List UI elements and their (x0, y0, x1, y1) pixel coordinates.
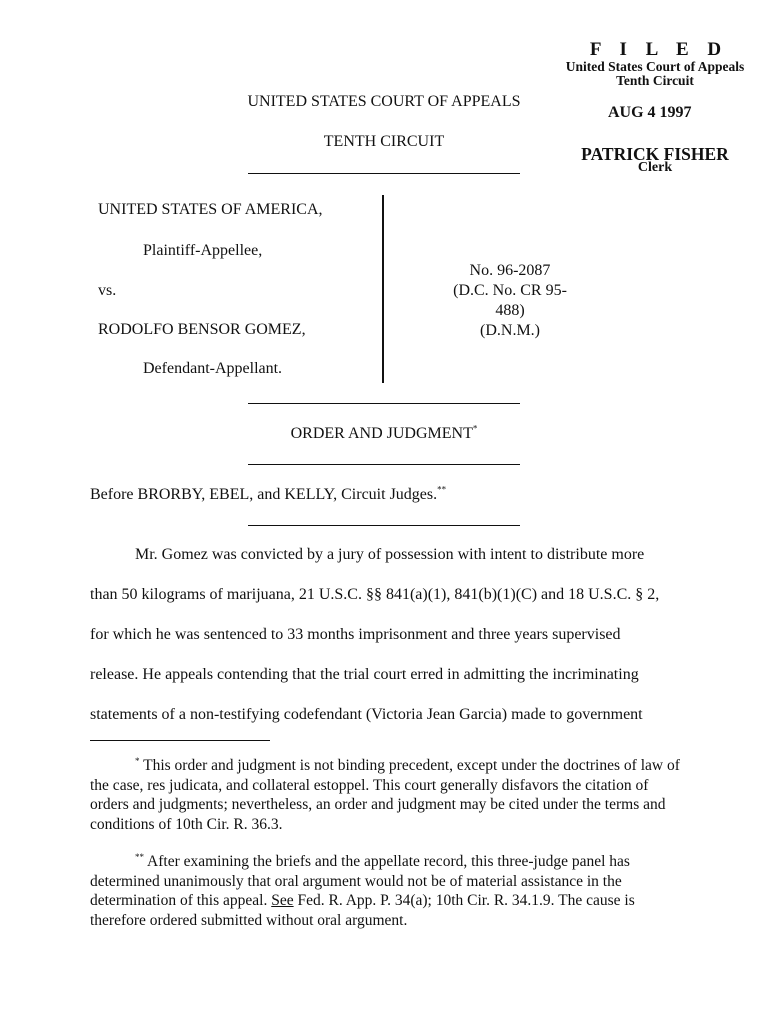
panel-judges-text: Before BRORBY, EBEL, and KELLY, Circuit Judges. (90, 486, 438, 503)
docket-info (440, 261, 580, 341)
footnote-marker-1: * (472, 423, 478, 434)
footnote-1-marker: * (135, 755, 140, 766)
versus: vs. (98, 282, 117, 299)
footnote-2-text-a: After examining the briefs and the appellate record, this three-judge panel has determined unanimously that oral argument would not be of material assistance in the determination of this appeal. (90, 853, 630, 909)
document-title (200, 425, 568, 443)
body-line: statements of a non-testifying codefendant (Victoria Jean Garcia) made to government (90, 706, 643, 723)
footnote-1-text: This order and judgment is not binding precedent, except under the doctrines of law of the case, res judicata, and collateral estoppel. This court generally disfavors the citation of orders and judgments; nevertheless, an order and judgment may be cited under the terms and conditions of 10th Cir. R. 36.3. (90, 757, 680, 833)
caption-divider (382, 195, 384, 383)
defendant-name: RODOLFO BENSOR GOMEZ, (98, 321, 306, 338)
caption-rule (248, 403, 520, 404)
plaintiff-name: UNITED STATES OF AMERICA, (98, 201, 323, 218)
filed-circuit: Tenth Circuit (616, 73, 694, 88)
footnote-2-see: See (271, 892, 294, 909)
body-line: than 50 kilograms of marijuana, 21 U.S.C. §§ 841(a)(1), 841(b)(1)(C) and 18 U.S.C. § 2, (90, 586, 660, 603)
footnote-2 (90, 852, 680, 930)
district: (D.N.M.) (480, 322, 540, 339)
body-line: Mr. Gomez was convicted by a jury of possession with intent to distribute more (135, 546, 645, 563)
defendant-role: Defendant-Appellant. (143, 360, 283, 377)
court-name: UNITED STATES COURT OF APPEALS (247, 93, 521, 110)
filed-date: AUG 4 1997 (608, 104, 692, 121)
footnote-2-text-b: Fed. R. App. P. 34(a); 10th Cir. R. 34.1.9. The cause is therefore ordered submitted without oral argument. (90, 892, 635, 929)
plaintiff-role: Plaintiff-Appellee, (143, 242, 263, 259)
filed-court: United States Court of Appeals (565, 59, 745, 74)
footnote-separator (90, 740, 270, 741)
footnote-2-marker: ** (135, 851, 144, 862)
filed-word: F I L E D (589, 39, 729, 60)
clerk-title: Clerk (637, 160, 673, 175)
header-rule (248, 173, 520, 174)
filed-stamp (548, 39, 762, 175)
document-title-text: ORDER AND JUDGMENT (290, 425, 473, 442)
body-line: release. He appeals contending that the trial court erred in admitting the incriminating (90, 666, 639, 683)
footnote-1 (90, 756, 680, 834)
body-line: for which he was sentenced to 33 months imprisonment and three years supervised (90, 626, 621, 643)
before-rule (248, 525, 520, 526)
panel-judges (90, 486, 446, 504)
footnote-marker-2: ** (437, 484, 447, 495)
docket-number: No. 96-2087 (469, 262, 551, 279)
clerk-name: PATRICK FISHER (581, 144, 729, 164)
court-circuit: TENTH CIRCUIT (323, 133, 445, 150)
title-rule (248, 464, 520, 465)
district-court-number: (D.C. No. CR 95-488) (453, 282, 567, 319)
